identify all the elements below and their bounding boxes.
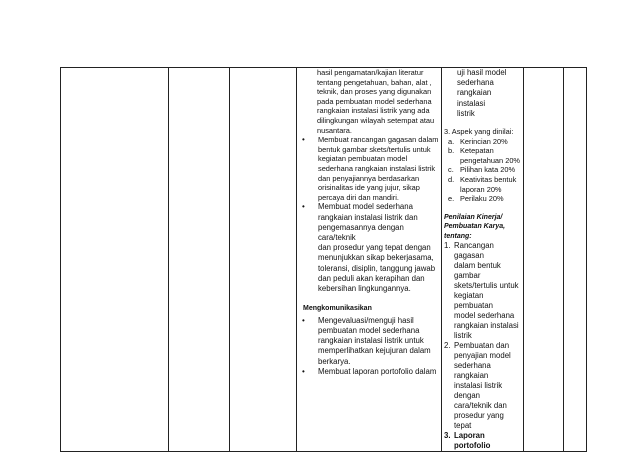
text-line: hasil pengamatan/kajian literatur: [317, 68, 424, 77]
text-line: memperlihatkan kejujuran dalam: [318, 346, 431, 356]
text-line: rangkaian instalasi: [454, 320, 519, 330]
list-key: d.: [448, 174, 455, 184]
assessment-heading: [444, 213, 521, 241]
text-line: orisinalitas ide yang jujur, sikap: [318, 183, 420, 193]
text-line: Ketepatan: [460, 146, 494, 156]
aspect-list: [444, 127, 521, 204]
text-line: nusantara.: [317, 125, 352, 135]
list-number: 3.: [444, 430, 451, 440]
text-line: rangkaian instalasi listrik untuk: [318, 336, 424, 346]
bullet-icon: •: [302, 315, 305, 325]
lesson-plan-table: [60, 67, 587, 452]
list-item: [444, 137, 521, 147]
text-line: Keativitas bentuk: [460, 174, 517, 184]
list-item: [444, 165, 521, 175]
text-line: percaya diri dan mandiri.: [318, 192, 399, 202]
text-line: Pilihan kata 20%: [460, 165, 516, 175]
text-line: Pembuatan dan: [454, 340, 510, 350]
text-line: berkarya.: [318, 356, 351, 366]
text-line: Pembuatan Karya,: [444, 223, 506, 231]
text-line: laporan 20%: [460, 184, 502, 194]
list-item: [301, 367, 439, 377]
list-key: c.: [448, 165, 454, 175]
list-key: b.: [448, 146, 455, 156]
bullet-icon: •: [302, 366, 305, 376]
text-line: menunjukkan sikap bekerjasama,: [318, 253, 434, 263]
text-line: listrik: [454, 330, 472, 340]
bullet-icon: •: [302, 202, 305, 212]
text-line: skets/tertulis untuk: [454, 280, 519, 290]
cell-learning-activities: [297, 68, 442, 452]
text-line: sederhana: [457, 78, 494, 88]
text-line: Penilaian Kinerja/: [444, 213, 503, 221]
text-line: tentang:: [444, 232, 472, 240]
text-line: pengetahuan 20%: [460, 155, 521, 165]
list-item: [301, 135, 439, 202]
text-line: dan penyajiannya berdasarkan: [318, 173, 420, 183]
list-item: [444, 341, 521, 431]
list-key: e.: [448, 194, 455, 204]
text-line: Perilaku 20%: [460, 194, 504, 204]
text-line: kebersihan lingkungannya.: [318, 283, 411, 293]
text-line: penyajian model: [454, 350, 511, 360]
text-line: sederhana rangkaian instalasi listrik: [318, 163, 436, 173]
text-line: Mengevaluasi/menguji hasil: [318, 315, 414, 325]
text-line: rangkaian instalasi: [457, 88, 492, 108]
text-line: kegiatan pembuatan: [454, 290, 494, 310]
list-number: 2.: [444, 340, 451, 350]
text-line: rangkaian instalasi listrik dan: [318, 212, 418, 222]
text-line: uji hasil model: [457, 68, 507, 77]
cell-assessment: [442, 68, 524, 452]
cell-col2: [169, 68, 230, 452]
list-key: a.: [448, 136, 455, 146]
cell-col6: [524, 68, 564, 452]
text-line: listrik: [457, 108, 475, 118]
text-line: Membuat model sederhana: [318, 202, 413, 212]
list-item: [444, 194, 521, 204]
section-heading: Mengkomunikasikan: [303, 305, 372, 313]
aspect-title: 3. Aspek yang dinilai:: [444, 127, 514, 137]
text-line: Membuat rancangan gagasan dalam: [318, 135, 439, 145]
text-line: rangkaian instalasi listrik yang ada: [317, 106, 430, 116]
text-line: bentuk gambar skets/tertulis untuk: [318, 144, 431, 154]
text-line: toleransi, disiplin, tanggung jawab: [318, 263, 436, 273]
text-line: prosedur yang tepat: [454, 410, 504, 430]
list-number: 1.: [444, 240, 451, 250]
text-line: tentang pengetahuan, bahan, alat ,: [317, 77, 432, 87]
text-line: model sederhana: [454, 310, 515, 320]
text-line: pada pembuatan model sederhana: [317, 96, 432, 106]
text-line: kegiatan pembuatan model: [318, 154, 408, 164]
bullet-icon: •: [302, 135, 305, 145]
cell-col7: [564, 68, 587, 452]
list-item: [444, 175, 521, 194]
text-line: cara/teknik dan: [454, 400, 507, 410]
text-line: sederhana rangkaian: [454, 360, 491, 380]
assessment-intro: [444, 68, 521, 119]
list-item: [444, 241, 521, 341]
text-line: dilingkungan wilayah setempat atau: [317, 115, 435, 125]
text-line: dalam bentuk gambar: [454, 260, 501, 280]
text-line: Kerincian 20%: [460, 136, 508, 146]
list-item: [444, 431, 521, 451]
text-line: Laporan portofolio: [454, 430, 491, 450]
list-item: [301, 202, 439, 294]
cell-col1: [61, 68, 169, 452]
text-line: dan peduli akan kerapihan dan: [318, 273, 425, 283]
table-row: [61, 68, 587, 452]
text-line: Membuat laporan portofolio dalam: [318, 366, 437, 376]
text-line: pengemasannya dengan cara/teknik: [318, 222, 404, 242]
text-line: instalasi listrik dengan: [454, 380, 503, 400]
activity-intro: [301, 68, 439, 135]
text-line: pembuatan model sederhana: [318, 325, 420, 335]
text-line: dan prosedur yang tepat dengan: [318, 243, 431, 253]
text-line: Rancangan gagasan: [454, 240, 494, 260]
text-line: teknik, dan proses yang digunakan: [317, 87, 432, 97]
list-item: [301, 316, 439, 367]
cell-col3: [230, 68, 297, 452]
list-item: [444, 146, 521, 165]
